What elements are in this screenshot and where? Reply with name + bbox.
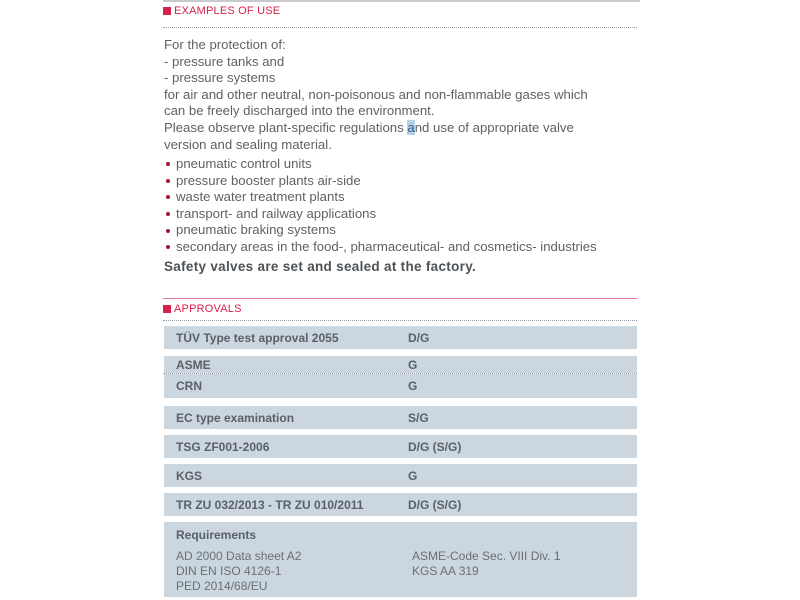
observe-line (164, 120, 638, 137)
approval-row (164, 435, 637, 458)
approval-name: TR ZU 032/2013 - TR ZU 010/2011 (176, 497, 364, 512)
intro-line: - pressure tanks and (164, 53, 285, 69)
bullet-dot-icon (166, 229, 170, 233)
requirement-item: DIN EN ISO 4126-1 (176, 564, 282, 578)
intro-line: - pressure systems (164, 70, 276, 86)
approval-value: G (408, 468, 418, 483)
observe-line-2: version and sealing material. (164, 136, 332, 152)
list-item-text: secondary areas in the food-, pharmaceutical- and cosmetics- industries (176, 238, 597, 254)
list-item (164, 189, 638, 206)
square-bullet-icon (163, 7, 171, 15)
square-bullet-icon (163, 305, 171, 313)
approval-name: ASME (176, 357, 211, 372)
approval-row (164, 326, 637, 349)
bullet-dot-icon (166, 162, 170, 166)
approval-name: EC type examination (176, 410, 295, 425)
intro-line: can be freely discharged into the environment. (164, 103, 435, 119)
approval-name: CRN (176, 379, 202, 393)
top-rule (163, 0, 640, 2)
list-item (164, 156, 638, 173)
list-item (164, 239, 638, 256)
bullet-dot-icon (166, 245, 170, 249)
approval-value: S/G (408, 410, 429, 425)
dotted-divider (163, 27, 637, 28)
list-item (164, 222, 638, 239)
list-item-text: waste water treatment plants (176, 189, 345, 205)
list-item-text: transport- and railway applications (176, 205, 377, 221)
list-item (164, 173, 638, 190)
bullet-dot-icon (166, 212, 170, 216)
intro-line: for air and other neutral, non-poisonous and non-flammable gases which (164, 86, 588, 102)
approval-name: KGS (176, 468, 203, 483)
requirements-title: Requirements (176, 528, 257, 542)
examples-intro (164, 37, 638, 153)
approval-value: G (408, 379, 418, 393)
factory-sealed-note: Safety valves are set and sealed at the factory. (164, 259, 477, 274)
requirement-item: KGS AA 319 (412, 564, 479, 578)
approval-value: G (408, 357, 418, 372)
applications-list (164, 156, 638, 256)
text-cursor-highlight[interactable]: a (407, 119, 415, 135)
approval-name: TSG ZF001-2006 (176, 439, 270, 454)
list-item (164, 206, 638, 223)
approvals-heading (163, 303, 637, 315)
approval-value: D/G (408, 330, 430, 345)
requirement-item: ASME-Code Sec. VIII Div. 1 (412, 549, 561, 563)
examples-heading-text: EXAMPLES OF USE (174, 5, 281, 17)
observe-text: nd use of appropriate valve (414, 119, 574, 135)
approval-value: D/G (S/G) (408, 497, 462, 512)
dotted-divider (163, 320, 637, 321)
observe-text: Please observe plant-specific regulations (164, 119, 408, 135)
approval-row (164, 406, 637, 429)
bullet-dot-icon (166, 179, 170, 183)
approval-value: D/G (S/G) (408, 439, 462, 454)
requirements-right-column (412, 549, 561, 579)
requirement-item: PED 2014/68/EU (176, 579, 268, 593)
list-item-text: pneumatic braking systems (176, 222, 336, 238)
approval-row (164, 374, 637, 398)
red-divider (163, 298, 637, 299)
approval-row (164, 464, 637, 487)
requirements-left-column (176, 549, 301, 594)
intro-line: For the protection of: (164, 37, 286, 52)
examples-heading (163, 5, 637, 17)
requirement-item: AD 2000 Data sheet A2 (176, 549, 302, 563)
approval-row (164, 356, 637, 373)
list-item-text: pneumatic control units (176, 156, 312, 171)
list-item-text: pressure booster plants air-side (176, 172, 361, 188)
approval-row (164, 493, 637, 516)
requirements-box (164, 522, 637, 597)
bullet-dot-icon (166, 195, 170, 199)
approval-name: TÜV Type test approval 2055 (176, 330, 339, 345)
approvals-heading-text: APPROVALS (174, 303, 242, 315)
